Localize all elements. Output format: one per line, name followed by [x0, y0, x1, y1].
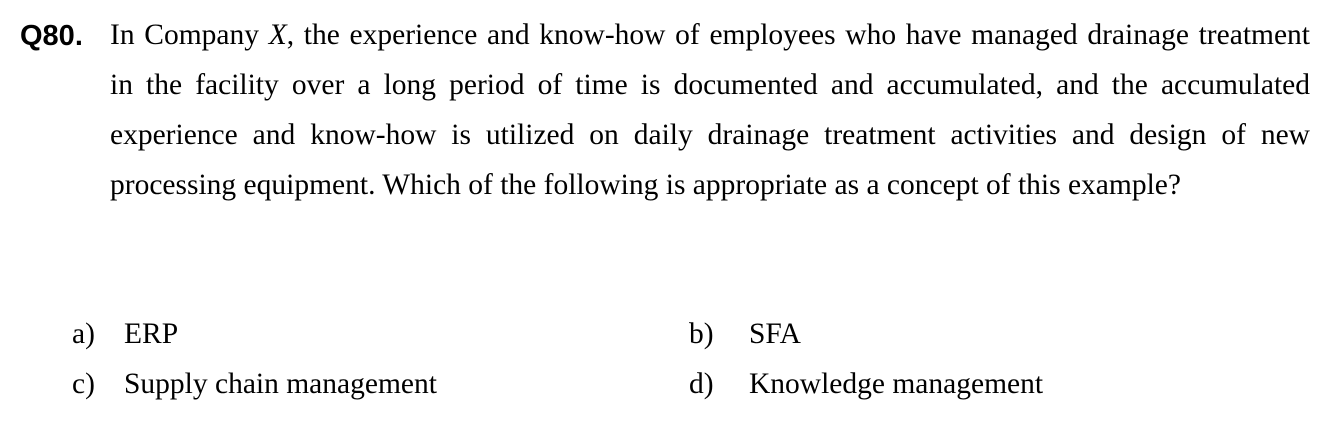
- choice-d-letter: d): [689, 368, 714, 400]
- question-text-start: In Company: [110, 19, 269, 51]
- choice-a-letter: a): [72, 318, 95, 350]
- choice-d-text: Knowledge management: [749, 368, 1044, 400]
- choice-a-text: ERP: [124, 318, 179, 350]
- company-variable: X: [268, 19, 287, 51]
- choice-a[interactable]: [72, 314, 178, 354]
- choice-c[interactable]: [72, 364, 437, 404]
- choice-b-letter: b): [689, 318, 714, 350]
- choice-b-text: SFA: [749, 318, 801, 350]
- choice-b[interactable]: [689, 314, 801, 354]
- question-text-rest: , the experience and know-how of employees who have managed drainage treatment in the facility over a long period of time is documented and accumulated, and the accumulated experience and know-how is utilized on daily drainage treatment activities and design of new processing equipment. Which of the following is appropriate as a concept of this example?: [110, 19, 1311, 201]
- question-text: [110, 10, 1310, 210]
- choice-c-text: Supply chain management: [124, 368, 437, 400]
- question-number: Q80.: [20, 20, 83, 52]
- choice-c-letter: c): [72, 368, 95, 400]
- choice-d[interactable]: [689, 364, 1043, 404]
